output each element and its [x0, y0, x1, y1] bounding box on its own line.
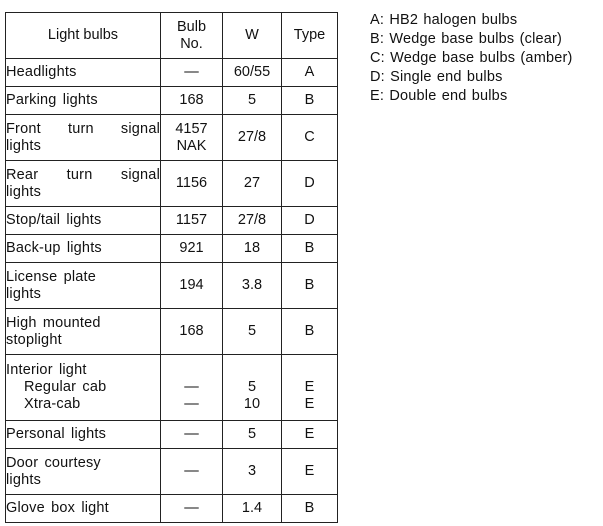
- bulb-type-legend: [370, 11, 573, 106]
- watts-cell: 5: [223, 87, 282, 115]
- table-header-row: [6, 13, 338, 59]
- bulb-name-text: Interior light: [6, 362, 87, 378]
- bulb-name-text: Personal lights: [6, 426, 107, 442]
- table-row: [6, 263, 338, 309]
- header-light-bulbs: Light bulbs: [6, 13, 161, 59]
- watts-cell: 5: [223, 421, 282, 449]
- watts-cell: 1.4: [223, 495, 282, 523]
- bulb-name-text: Back-up lights: [6, 240, 102, 256]
- watts-text: 5: [247, 379, 257, 395]
- watts-text: 10: [243, 396, 261, 412]
- bulb-name-text: Stop/tail lights: [6, 212, 102, 228]
- bulb-name-cell: [6, 161, 161, 207]
- table-row: [6, 161, 338, 207]
- legend-item-d: D: Single end bulbs: [370, 69, 503, 85]
- table-row: [6, 115, 338, 161]
- bulb-name-cell: [6, 115, 161, 161]
- watts-cell: 27/8: [223, 207, 282, 235]
- bulb-name-cell: [6, 355, 161, 421]
- light-bulbs-table: [5, 12, 338, 523]
- legend-item-a: A: HB2 halogen bulbs: [370, 12, 518, 28]
- type-cell: B: [282, 263, 338, 309]
- bulb-name-text: stoplight: [6, 331, 62, 348]
- header-bulb-no: [161, 13, 223, 59]
- type-cell: D: [282, 207, 338, 235]
- bulb-no-cell: 1156: [161, 161, 223, 207]
- type-cell: C: [282, 115, 338, 161]
- bulb-name-sub-text: Xtra-cab: [24, 396, 81, 412]
- bulb-name-text: Parking lights: [6, 92, 98, 108]
- bulb-name-text: High mounted: [6, 314, 101, 331]
- bulb-no-cell: [161, 355, 223, 421]
- bulb-no-cell: 921: [161, 235, 223, 263]
- bulb-no-text: —: [184, 379, 199, 395]
- bulb-name-text: lights: [6, 285, 42, 302]
- legend-item-b: B: Wedge base bulbs (clear): [370, 31, 563, 47]
- table-row: [6, 87, 338, 115]
- type-cell: B: [282, 309, 338, 355]
- bulb-no-cell: 168: [161, 309, 223, 355]
- bulb-no-cell: 1157: [161, 207, 223, 235]
- legend-item-c: C: Wedge base bulbs (amber): [370, 50, 573, 66]
- bulb-no-text: 4157: [175, 120, 208, 137]
- bulb-no-cell: —: [161, 59, 223, 87]
- bulb-name-text: Front turn signal: [6, 120, 160, 137]
- header-watts: W: [223, 13, 282, 59]
- bulb-no-cell: —: [161, 421, 223, 449]
- bulb-name-text: Glove box light: [6, 500, 109, 516]
- type-text: E: [304, 396, 315, 412]
- type-cell: B: [282, 495, 338, 523]
- bulb-no-text: —: [184, 396, 199, 412]
- bulb-name-cell: [6, 59, 161, 87]
- bulb-name-text: lights: [6, 137, 42, 154]
- watts-cell: 27/8: [223, 115, 282, 161]
- table-row: [6, 59, 338, 87]
- table-row: [6, 355, 338, 421]
- type-cell: E: [282, 421, 338, 449]
- bulb-no-cell: —: [161, 449, 223, 495]
- header-bulb-no-line2: No.: [180, 35, 203, 52]
- bulb-name-text: Door courtesy: [6, 454, 101, 471]
- bulb-no-cell: 168: [161, 87, 223, 115]
- header-type: Type: [282, 13, 338, 59]
- bulb-name-text: License plate: [6, 268, 97, 285]
- type-cell: D: [282, 161, 338, 207]
- bulb-name-cell: [6, 263, 161, 309]
- bulb-no-cell: [161, 115, 223, 161]
- table-row: [6, 495, 338, 523]
- bulb-name-cell: [6, 309, 161, 355]
- bulb-name-sub-text: Regular cab: [24, 379, 107, 395]
- watts-cell: 5: [223, 309, 282, 355]
- table-row: [6, 309, 338, 355]
- table-row: [6, 235, 338, 263]
- table-row: [6, 207, 338, 235]
- bulb-name-text: lights: [6, 183, 42, 200]
- bulb-no-cell: 194: [161, 263, 223, 309]
- table-row: [6, 449, 338, 495]
- header-bulb-no-line1: Bulb: [176, 18, 207, 35]
- bulb-name-text: lights: [6, 471, 42, 488]
- watts-cell: 3: [223, 449, 282, 495]
- bulb-no-cell: —: [161, 495, 223, 523]
- type-cell: B: [282, 87, 338, 115]
- watts-cell: [223, 355, 282, 421]
- bulb-no-text: NAK: [176, 137, 207, 154]
- watts-cell: 3.8: [223, 263, 282, 309]
- watts-cell: 60/55: [223, 59, 282, 87]
- bulb-name-cell: [6, 235, 161, 263]
- table-row: [6, 421, 338, 449]
- bulb-name-cell: [6, 495, 161, 523]
- type-text: E: [304, 379, 315, 395]
- bulb-name-cell: [6, 449, 161, 495]
- bulb-name-cell: [6, 421, 161, 449]
- watts-cell: 27: [223, 161, 282, 207]
- type-cell: A: [282, 59, 338, 87]
- bulb-name-text: Rear turn signal: [6, 166, 160, 183]
- legend-item-e: E: Double end bulbs: [370, 88, 508, 104]
- bulb-name-cell: [6, 207, 161, 235]
- type-cell: B: [282, 235, 338, 263]
- type-cell: [282, 355, 338, 421]
- type-cell: E: [282, 449, 338, 495]
- bulb-name-cell: [6, 87, 161, 115]
- watts-cell: 18: [223, 235, 282, 263]
- bulb-name-text: Headlights: [6, 64, 77, 80]
